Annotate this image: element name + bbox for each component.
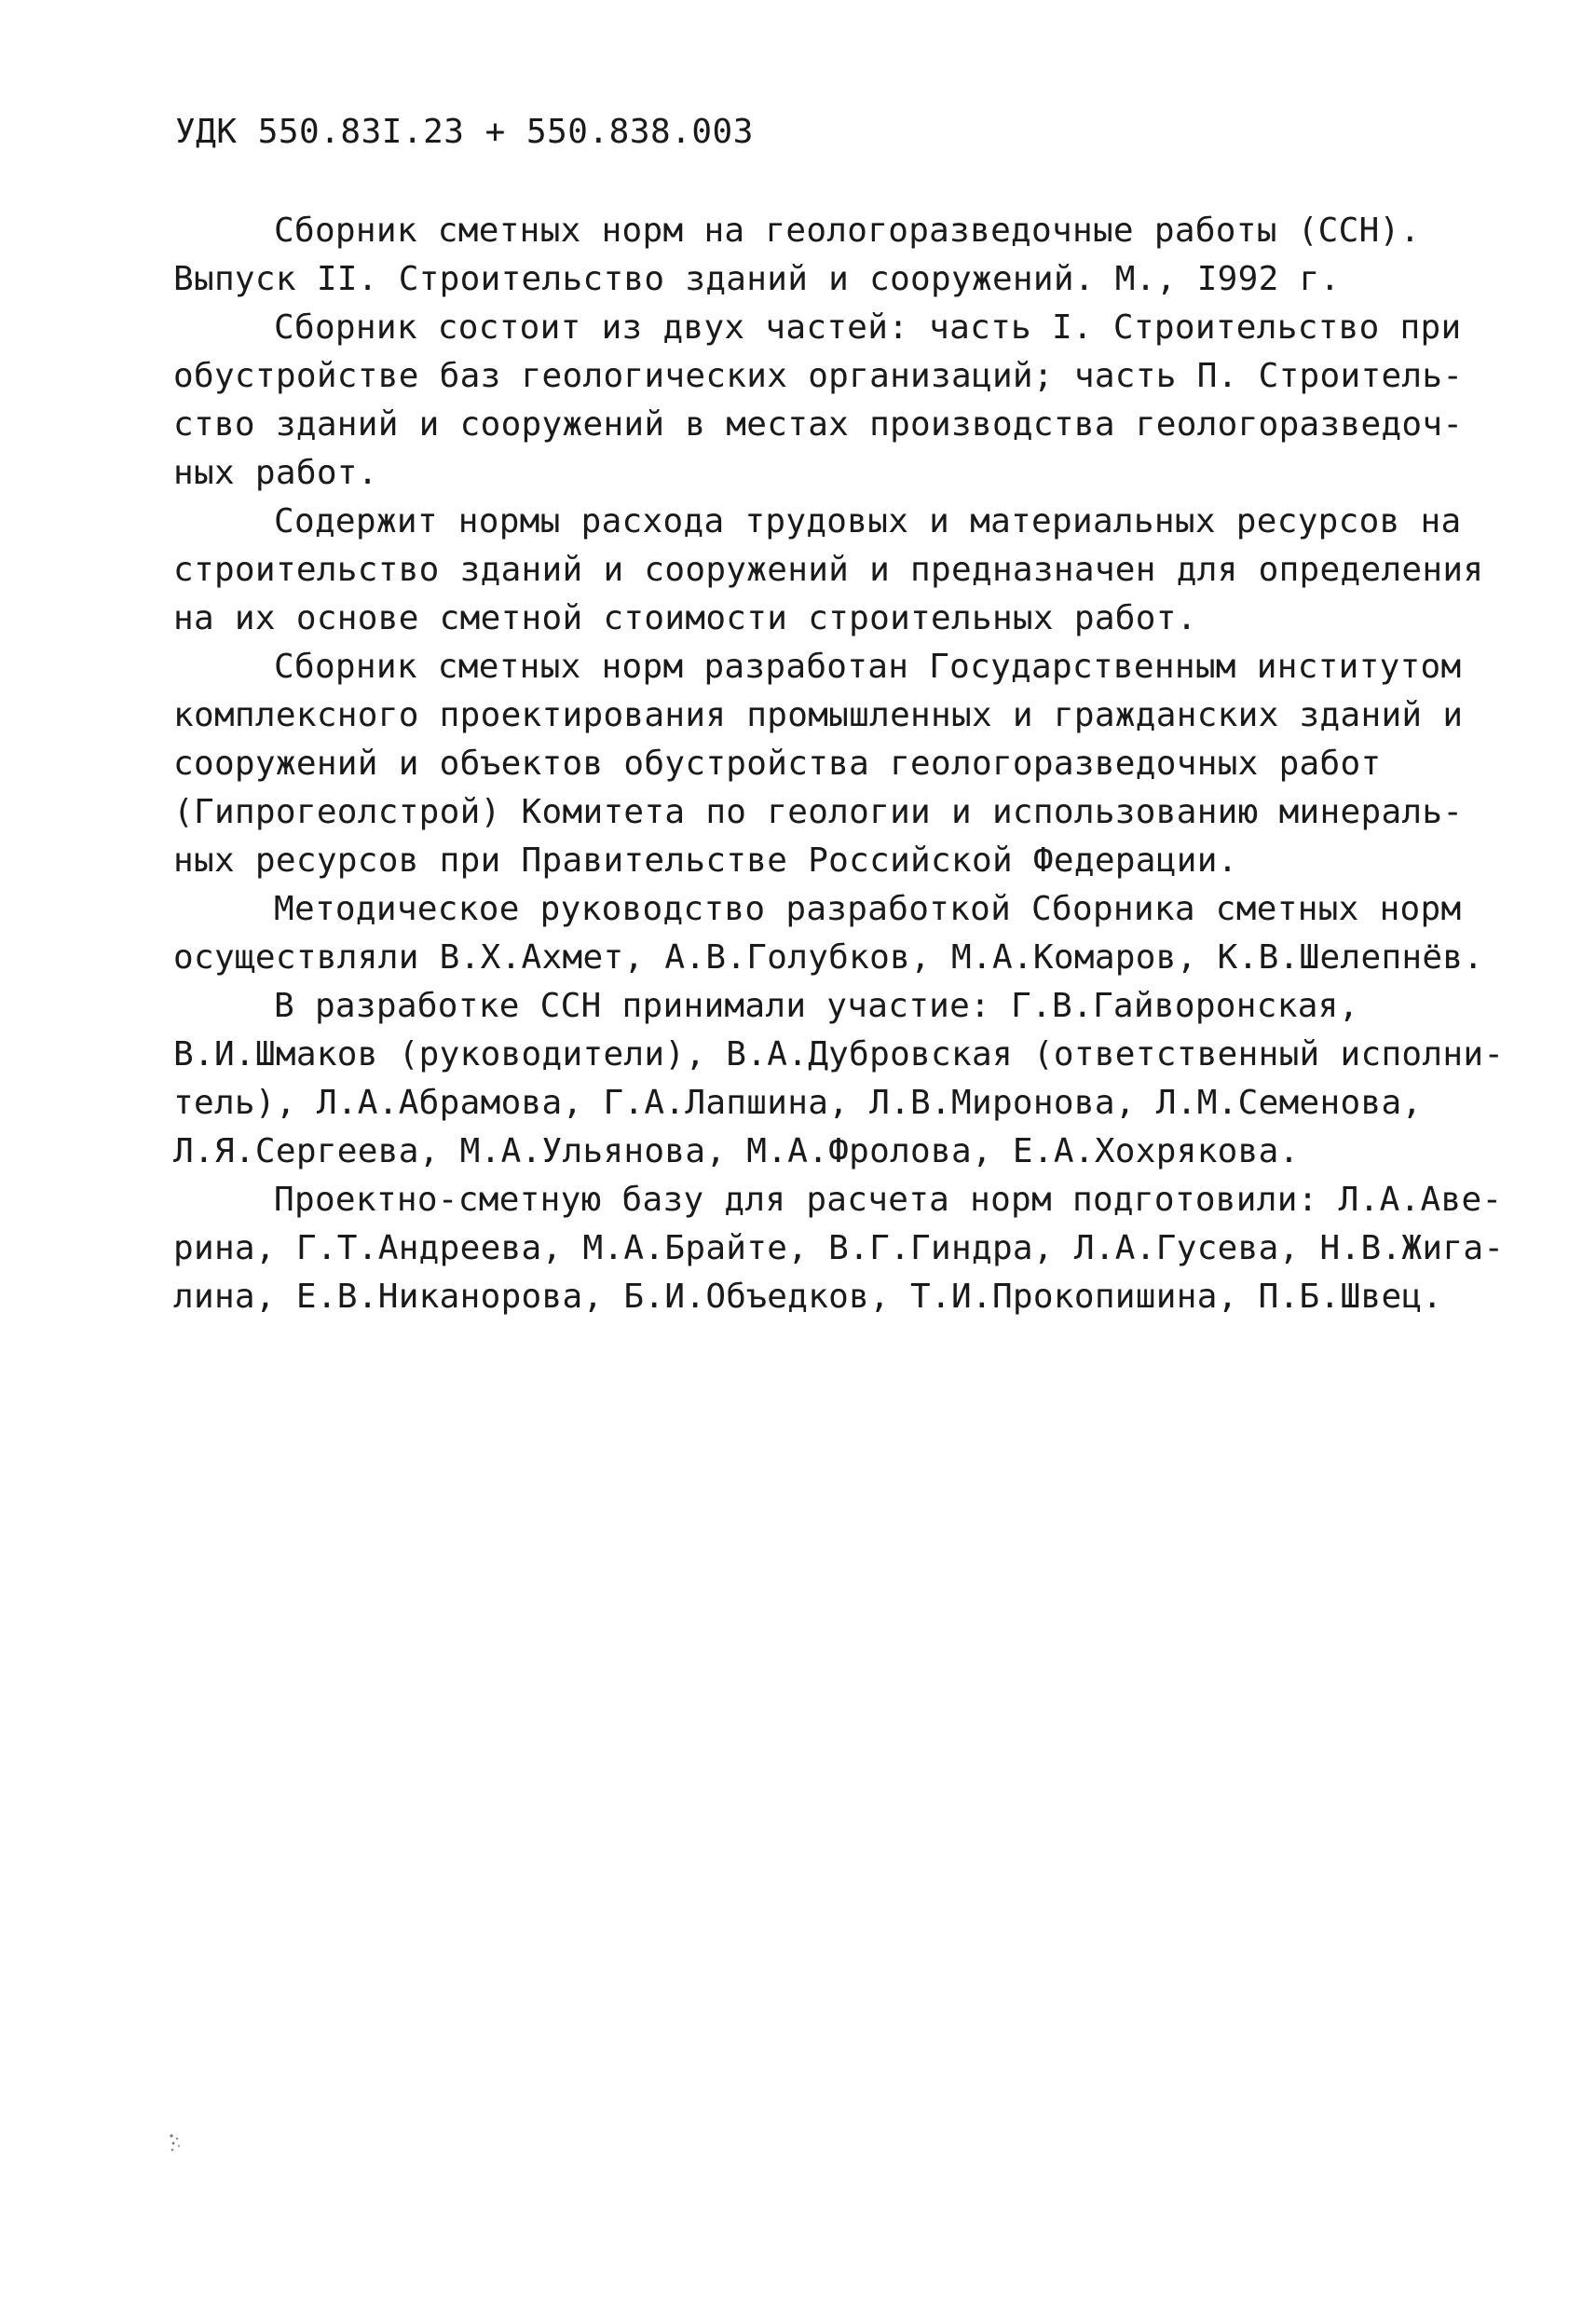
paragraph-line: Сборник состоит из двух частей: часть I. Строительство при [274, 308, 1462, 347]
paragraph-line: В разработке ССН принимали участие: Г.В.Гайворонская, [274, 987, 1359, 1025]
paragraph-line: рина, Г.Т.Андреева, М.А.Брайте, В.Г.Гиндра, Л.А.Гусева, Н.В.Жига- [173, 1229, 1505, 1267]
paragraph-line: Проектно-сметную базу для расчета норм подготовили: Л.А.Аве- [274, 1181, 1503, 1219]
paragraph-line: осуществляли В.Х.Ахмет, А.В.Голубков, М.А.Комаров, К.В.Шелепнёв. [173, 938, 1484, 977]
paragraph-methodology [173, 885, 1484, 982]
paragraph-line: обустройстве баз геологических организаций; часть П. Строитель- [173, 357, 1464, 395]
paragraph-line: (Гипрогеолстрой) Комитета по геологии и использованию минераль- [173, 793, 1464, 831]
paragraph-line: Выпуск II. Строительство зданий и сооружений. М., I992 г. [173, 260, 1341, 298]
paragraph-line: В.И.Шмаков (руководители), В.А.Дубровская (ответственный исполни- [173, 1035, 1505, 1073]
scan-speck-mark [166, 2130, 184, 2154]
paragraph-line: комплексного проектирования промышленных и гражданских зданий и [173, 696, 1464, 734]
paragraph-line: Методическое руководство разработкой Сборника сметных норм [274, 890, 1462, 928]
paragraph-estimate-base [173, 1176, 1505, 1321]
paragraph-line: тель), Л.А.Абрамова, Г.А.Лапшина, Л.В.Миронова, Л.М.Семенова, [173, 1084, 1423, 1122]
paragraph-line: строительство зданий и сооружений и предназначен для определения [173, 551, 1484, 589]
document-body [173, 207, 1505, 1321]
paragraph-line: Сборник сметных норм на геологоразведочные работы (ССН). [274, 212, 1421, 250]
udk-code: УДК 550.83I.23 + 550.838.003 [175, 113, 754, 151]
paragraph-participants [173, 982, 1505, 1176]
paragraph-line: ных ресурсов при Правительстве Российской Федерации. [173, 841, 1238, 880]
paragraph-developer [173, 643, 1464, 885]
paragraph-line: Сборник сметных норм разработан Государственным институтом [274, 648, 1462, 686]
paragraph-line: на их основе сметной стоимости строительных работ. [173, 599, 1197, 637]
paragraph-structure [173, 304, 1464, 498]
paragraph-line: ство зданий и сооружений в местах производства геологоразведоч- [173, 405, 1464, 444]
paragraph-contents [173, 498, 1484, 643]
paragraph-line: ных работ. [173, 454, 378, 492]
paragraph-line: лина, Е.В.Никанорова, Б.И.Объедков, Т.И.Прокопишина, П.Б.Швец. [173, 1278, 1443, 1316]
paragraph-line: Л.Я.Сергеева, М.А.Ульянова, М.А.Фролова, Е.А.Хохрякова. [173, 1132, 1300, 1170]
paragraph-line: сооружений и объектов обустройства геологоразведочных работ [173, 745, 1382, 783]
paragraph-line: Содержит нормы расхода трудовых и материальных ресурсов на [274, 502, 1462, 540]
paragraph-collection-title [173, 207, 1459, 304]
